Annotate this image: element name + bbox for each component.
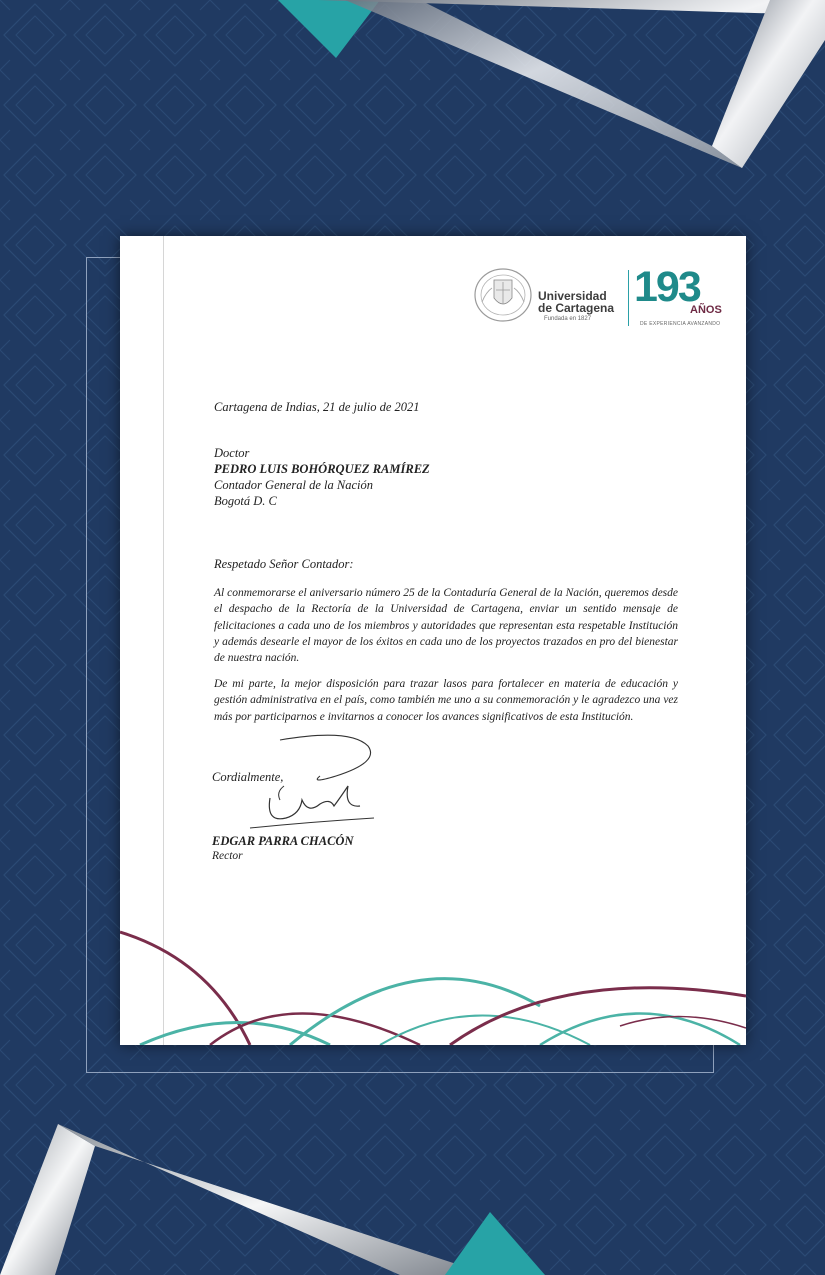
recipient-title: Doctor bbox=[214, 446, 250, 460]
letter-body bbox=[120, 236, 746, 1045]
recipient-position: Contador General de la Nación bbox=[214, 478, 374, 492]
closing: Cordialmente, bbox=[212, 770, 284, 784]
anniversary-unit: AÑOS bbox=[690, 304, 722, 316]
body-paragraph-2: De mi parte, la mejor disposición para trazar lasos para fortalecer en materia de educación y gestión administrativa en el país, como también me uno a su conmemoración y le agradezco una vez más por participarnos e invitarnos a conocer los avances significativos de esta Institución. bbox=[214, 678, 678, 723]
university-name-line2: de Cartagena bbox=[538, 301, 615, 315]
signer-name: EDGAR PARRA CHACÓN bbox=[212, 834, 354, 848]
signature bbox=[240, 728, 380, 838]
recipient-name: PEDRO LUIS BOHÓRQUEZ RAMÍREZ bbox=[214, 462, 430, 476]
salutation: Respetado Señor Contador: bbox=[214, 557, 354, 571]
university-founded: Fundada en 1827 bbox=[544, 316, 592, 322]
university-name-line1: Universidad bbox=[538, 289, 607, 303]
footer-arcs bbox=[120, 896, 746, 1045]
letter-page bbox=[120, 236, 746, 1045]
recipient-city: Bogotá D. C bbox=[214, 494, 277, 508]
anniversary-subtitle: DE EXPERIENCIA AVANZANDO bbox=[640, 321, 721, 327]
signer-title: Rector bbox=[212, 850, 243, 862]
body-paragraph-1: Al conmemorarse el aniversario número 25 de la Contaduría General de la Nación, queremos desde el despacho de la Rectoría de la Universidad de Cartagena, enviar un sentido mensaje de felicitaciones a cada uno de los miembros y autoridades que representan esta respetable Institución y además desearle el mayor de los éxitos en cada uno de los proyectos trazados en pro del bienestar de nuestra nación. bbox=[214, 587, 678, 665]
anniversary-number: 193 bbox=[634, 263, 700, 311]
place-date: Cartagena de Indias, 21 de julio de 2021 bbox=[214, 400, 420, 414]
